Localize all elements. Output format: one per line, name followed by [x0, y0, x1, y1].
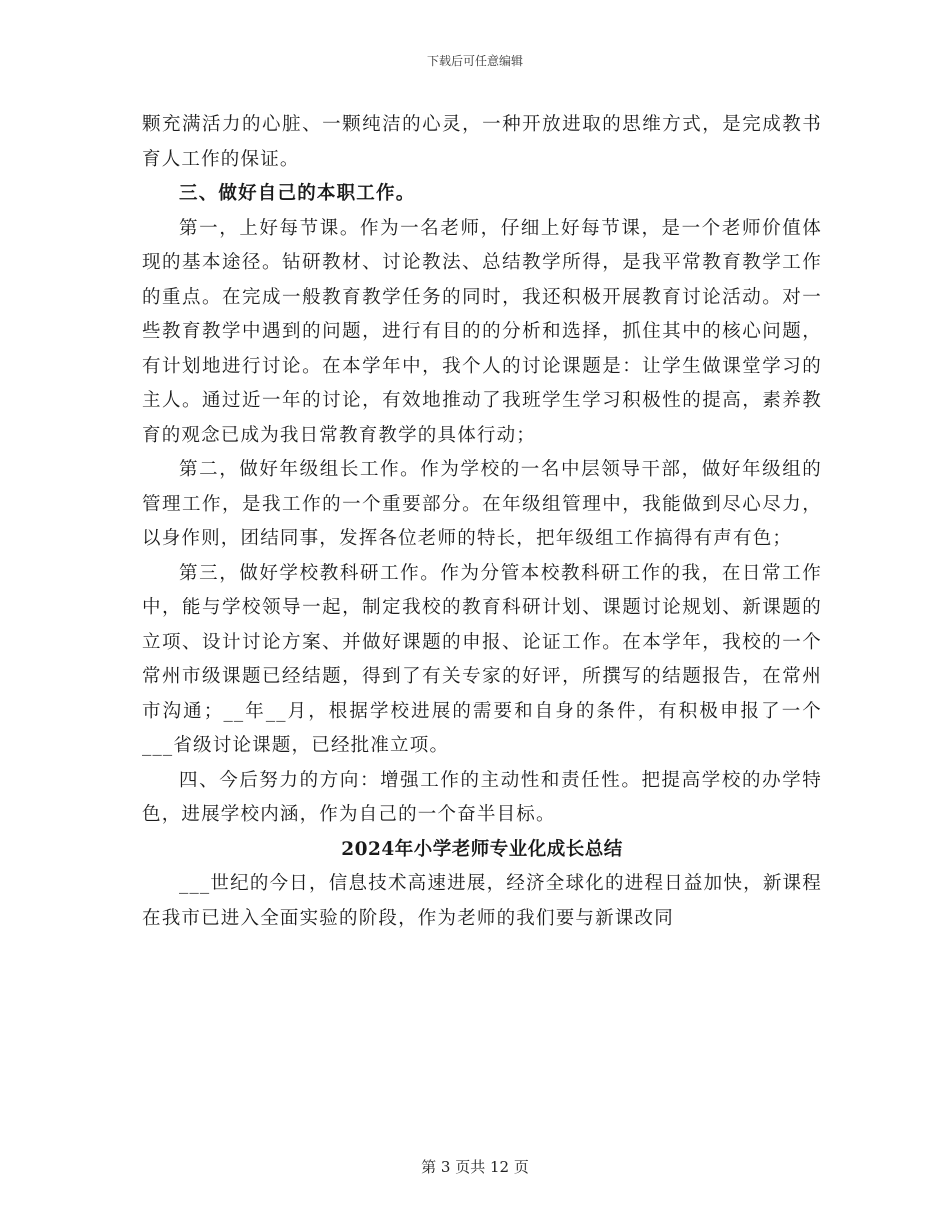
- paragraph-continuation: 颗充满活力的心脏、一颗纯洁的心灵，一种开放进取的思维方式，是完成教书育人工作的保证。: [142, 114, 822, 170]
- paragraph-second-duty: 第二，做好年级组长工作。作为学校的一名中层领导干部，做好年级组的管理工作，是我工作的一个重要部分。在年级组管理中，我能做到尽心尽力，以身作则，团结同事，发挥各位老师的特长，把年级组工作搞得有声有色；: [142, 459, 822, 549]
- paragraph-first-duty: 第一，上好每节课。作为一名老师，仔细上好每节课，是一个老师价值体现的基本途径。钻研教材、讨论教法、总结教学所得，是我平常教育教学工作的重点。在完成一般教育教学任务的同时，我还积极开展教育讨论活动。对一些教育教学中遇到的问题，进行有目的的分析和选择，抓住其中的核心问题，有计划地进行讨论。在本学年中，我个人的讨论课题是：让学生做课堂学习的主人。通过近一年的讨论，有效地推动了我班学生学习积极性的提高，素养教育的观念已成为我日常教育教学的具体行动；: [142, 217, 822, 446]
- section-heading-3: 三、做好自己的本职工作。: [179, 183, 416, 204]
- paragraph-future-direction: 四、今后努力的方向：增强工作的主动性和责任性。把提高学校的办学特色，进展学校内涵，作为自己的一个奋半目标。: [142, 769, 822, 825]
- document-title: 2024年小学老师专业化成长总结: [341, 838, 623, 860]
- document-body: [142, 108, 822, 936]
- paragraph-intro: ___世纪的今日，信息技术高速进展，经济全球化的进程日益加快，新课程在我市已进入全面实验的阶段，作为老师的我们要与新课改同: [142, 873, 822, 929]
- page-header: 下载后可任意编辑: [426, 54, 523, 68]
- paragraph-third-duty: 第三，做好学校教科研工作。作为分管本校教科研工作的我，在日常工作中，能与学校领导一起，制定我校的教育科研计划、课题讨论规划、新课题的立项、设计讨论方案、并做好课题的申报、论证工作。在本学年，我校的一个常州市级课题已经结题，得到了有关专家的好评，所撰写的结题报告，在常州市沟通；__年__月，根据学校进展的需要和自身的条件，有积极申报了一个___省级讨论课题，已经批准立项。: [142, 562, 822, 756]
- page-footer: 第 3 页共 12 页: [421, 1158, 529, 1176]
